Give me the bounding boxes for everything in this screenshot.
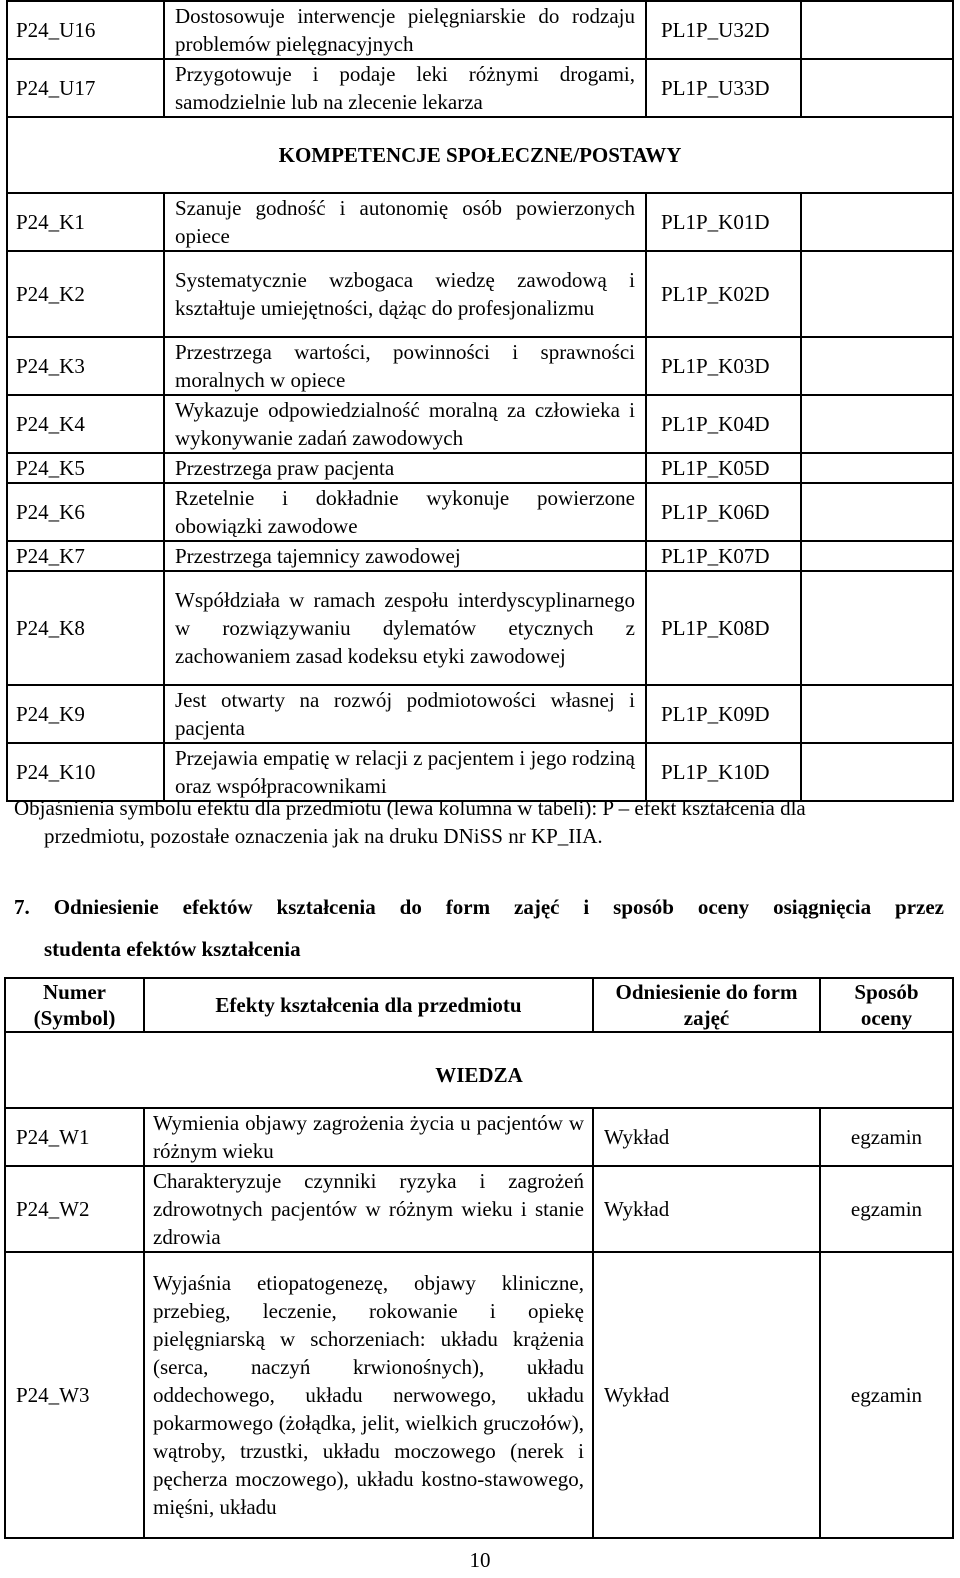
table-row [7,483,953,541]
outcome-description: Przestrzega praw pacjenta [164,453,646,483]
outcome-code: P24_K3 [7,337,164,395]
outcome-code: P24_K2 [7,251,164,337]
table-row [5,1166,953,1252]
outcome-reference: PL1P_U33D [646,59,801,117]
outcome-reference: PL1P_K03D [646,337,801,395]
outcome-reference: PL1P_K07D [646,541,801,571]
section-row [5,1032,953,1108]
class-form: Wykład [593,1108,820,1166]
outcome-description: Przygotowuje i podaje leki różnymi drogami, samodzielnie lub na zlecenie lekarza [164,59,646,117]
outcome-code: P24_K6 [7,483,164,541]
empty-cell [801,1,953,59]
table-row [7,59,953,117]
page-number: 10 [469,1548,491,1572]
table-row [5,1108,953,1166]
assessment-method: egzamin [820,1108,953,1166]
table-row [7,1,953,59]
empty-cell [801,193,953,251]
outcome-code: P24_K5 [7,453,164,483]
outcome-description: Wykazuje odpowiedzialność moralną za człowieka i wykonywanie zadań zawodowych [164,395,646,453]
assessment-method: egzamin [820,1252,953,1538]
outcome-description: Dostosowuje interwencje pielęgniarskie do rodzaju problemów pielęgnacyjnych [164,1,646,59]
outcome-description: Przejawia empatię w relacji z pacjentem i jego rodziną oraz współpracownikami [164,743,646,801]
outcome-code: P24_U17 [7,59,164,117]
section-label-competences: KOMPETENCJE SPOŁECZNE/POSTAWY [7,117,953,193]
section-7-heading-continued: studenta efektów kształcenia [44,937,301,961]
outcome-reference: PL1P_K09D [646,685,801,743]
table-row [7,395,953,453]
table-row [7,541,953,571]
outcome-code: P24_K7 [7,541,164,571]
outcome-reference: PL1P_K08D [646,571,801,685]
outcome-code: P24_K10 [7,743,164,801]
outcome-reference: PL1P_K02D [646,251,801,337]
outcome-reference: PL1P_K05D [646,453,801,483]
table-row [5,1252,953,1538]
outcome-description: Przestrzega wartości, powinności i sprawności moralnych w opiece [164,337,646,395]
outcome-reference: PL1P_K06D [646,483,801,541]
note-line-2: przedmiotu, pozostałe oznaczenia jak na druku DNiSS nr KP_IIA. [44,824,603,848]
outcome-description: Systematycznie wzbogaca wiedzę zawodową i kształtuje umiejętności, dążąc do profesjonalizmu [164,251,646,337]
header-row [5,978,953,1032]
table-row [7,743,953,801]
outcome-reference: PL1P_K01D [646,193,801,251]
empty-cell [801,59,953,117]
symbol-explanation-note [14,794,944,850]
empty-cell [801,337,953,395]
outcome-description: Charakteryzuje czynniki ryzyka i zagrożeń zdrowotnych pacjentów w różnym wieku i stanie zdrowia [144,1166,593,1252]
empty-cell [801,571,953,685]
outcome-description: Szanuje godność i autonomię osób powierzonych opiece [164,193,646,251]
outcome-code: P24_K1 [7,193,164,251]
table-row [7,571,953,685]
outcome-reference: PL1P_K04D [646,395,801,453]
outcome-reference: PL1P_U32D [646,1,801,59]
outcome-code: P24_W3 [5,1252,144,1538]
outcome-description: Rzetelnie i dokładnie wykonuje powierzone obowiązki zawodowe [164,483,646,541]
empty-cell [801,453,953,483]
learning-outcomes-table [6,0,954,802]
empty-cell [801,483,953,541]
column-header-number: Numer (Symbol) [5,978,144,1032]
outcomes-to-forms-table [4,977,954,1539]
section-label-knowledge: WIEDZA [5,1032,953,1108]
outcome-description: Jest otwarty na rozwój podmiotowości własnej i pacjenta [164,685,646,743]
column-header-outcomes: Efekty kształcenia dla przedmiotu [144,978,593,1032]
table-row [7,251,953,337]
table-row [7,453,953,483]
class-form: Wykład [593,1252,820,1538]
note-line-1: Objaśnienia symbolu efektu dla przedmiotu (lewa kolumna w tabeli): P – efekt kształcenia dla [14,796,806,820]
section-7-heading: 7. Odniesienie efektów kształcenia do form zajęć i sposób oceny osiągnięcia przez [14,895,944,919]
column-header-forms: Odniesienie do form zajęć [593,978,820,1032]
empty-cell [801,743,953,801]
class-form: Wykład [593,1166,820,1252]
empty-cell [801,395,953,453]
empty-cell [801,251,953,337]
table-row [7,193,953,251]
table-row [7,685,953,743]
outcome-code: P24_K8 [7,571,164,685]
outcome-code: P24_W2 [5,1166,144,1252]
outcome-code: P24_U16 [7,1,164,59]
outcome-description: Wymienia objawy zagrożenia życia u pacjentów w różnym wieku [144,1108,593,1166]
outcome-description: Wyjaśnia etiopatogenezę, objawy kliniczne, przebieg, leczenie, rokowanie i opiekę pielęgniarską w schorzeniach: układu krążenia (serca, naczyń krwionośnych), układu oddechowego, układu nerwowego, układu pokarmowego (żołądka, jelit, wielkich gruczołów), wątroby, trzustki, układu moczowego (nerek i pęcherza moczowego), układu kostno-stawowego, mięśni, układu [144,1252,593,1538]
outcome-reference: PL1P_K10D [646,743,801,801]
outcome-code: P24_W1 [5,1108,144,1166]
table-row [7,337,953,395]
assessment-method: egzamin [820,1166,953,1252]
outcome-code: P24_K9 [7,685,164,743]
column-header-assessment: Sposób oceny [820,978,953,1032]
empty-cell [801,685,953,743]
empty-cell [801,541,953,571]
outcome-description: Przestrzega tajemnicy zawodowej [164,541,646,571]
section-row [7,117,953,193]
outcome-description: Współdziała w ramach zespołu interdyscyplinarnego w rozwiązywaniu dylematów etycznych z zachowaniem zasad kodeksu etyki zawodowej [164,571,646,685]
outcome-code: P24_K4 [7,395,164,453]
